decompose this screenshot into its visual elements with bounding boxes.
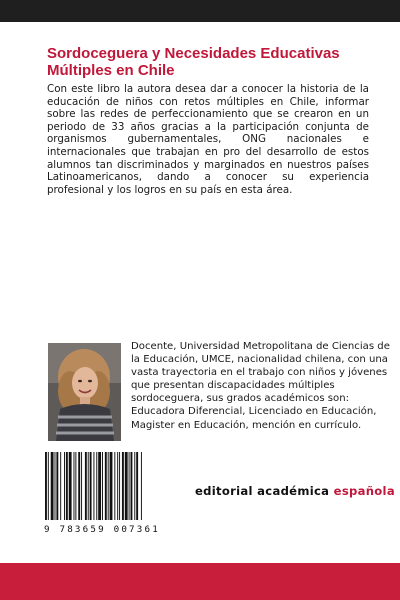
author-bio: [131, 340, 390, 432]
bio-line: Magister en Educación, mención en currículo.: [131, 419, 362, 431]
book-title: [47, 45, 367, 79]
author-photo: [48, 343, 121, 441]
bottom-band: [0, 563, 400, 600]
isbn-digits: 9 783659 007361: [44, 524, 160, 535]
book-title-line-2: Múltiples en Chile: [47, 62, 175, 79]
bio-line: Educadora Diferencial, Licenciado en Educación,: [131, 406, 377, 418]
publisher-logo: [195, 484, 395, 498]
book-summary: Con este libro la autora desea dar a conocer la historia de la educación de niños con retos múltiples en Chile, informar sobre las redes de perfeccionamiento que se crearon en un periodo de 33 años gracias a la participación conjunta de organismos gubernamentales, ONG nacionales e internacionales que trabajan en pro del desarrollo de estos alumnos tan discriminados y marginados en nuestros países Latinoamericanos, dando a conocer su experiencia profesional y los logros en su país en esta área.: [47, 83, 369, 196]
bio-line: Docente, Universidad Metropolitana de Ciencias de: [131, 341, 390, 352]
bio-line: que presentan discapacidades múltiples: [131, 380, 335, 392]
book-title-line-1: Sordoceguera y Necesidades Educativas: [47, 45, 340, 62]
publisher-name: editorial académica: [195, 484, 330, 498]
top-band: [0, 0, 400, 22]
bio-line: vasta trayectoria en el trabajo con niños y jóvenes: [131, 367, 388, 379]
publisher-name-accent: española: [333, 484, 395, 498]
bio-line: la Educación, UMCE, nacionalidad chilena, con una: [131, 354, 388, 366]
bio-line: sordoceguera, sus grados académicos son:: [131, 393, 350, 405]
